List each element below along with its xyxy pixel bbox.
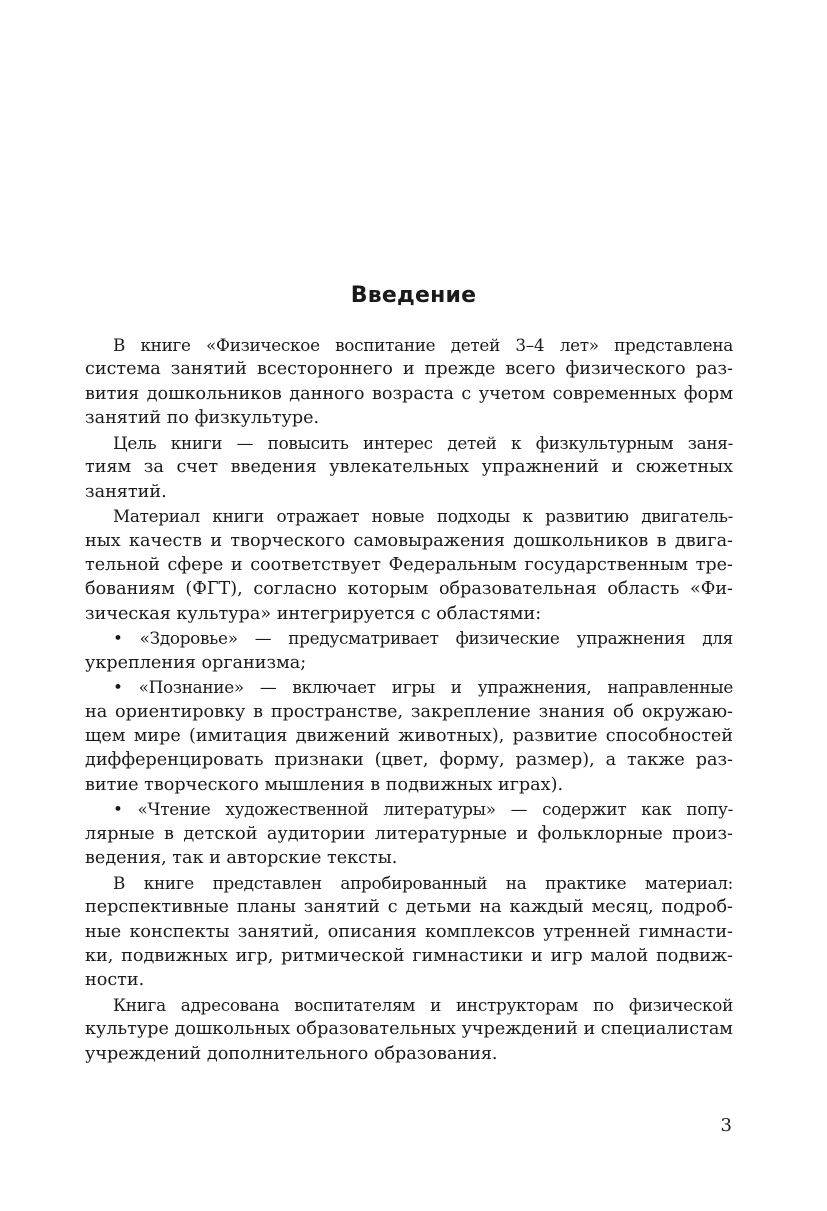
text-line: дифференцировать признаки (цвет, форму, размер), а также раз-	[85, 750, 733, 771]
text-line: тиям за счет введения увлекательных упражнений и сюжетных	[85, 457, 733, 478]
text-line: лярные в детской аудитории литературные и фольклорные произ-	[85, 823, 733, 844]
text-line: ные конспекты занятий, описания комплексов утренней гимнасти-	[85, 921, 733, 942]
page-number: 3	[720, 1115, 732, 1136]
text-line: бованиям (ФГТ), согласно которым образовательная область «Фи-	[85, 579, 733, 600]
text-line: зическая культура» интегрируется с областями:	[85, 603, 542, 624]
text-line: занятий по физкультуре.	[85, 408, 320, 429]
text-line: В книге «Физическое воспитание детей 3–4 лет» представлена	[113, 335, 733, 355]
text-line: В книге представлен апробированный на практике материал:	[113, 872, 733, 893]
text-line: Книга адресована воспитателям и инструкторам по физической	[113, 994, 733, 1015]
text-line: система занятий всестороннего и прежде всего физического раз-	[85, 359, 733, 380]
text-line: ности.	[85, 970, 145, 991]
text-line: перспективные планы занятий с детьми на каждый месяц, подроб-	[85, 897, 733, 918]
text-line: щем мире (имитация движений животных), развитие способностей	[85, 726, 733, 746]
text-line: культуре дошкольных образовательных учреждений и специалистам	[85, 1019, 733, 1040]
page-title: Введение	[350, 283, 477, 308]
text-line: • «Чтение художественной литературы» — содержит как попу-	[113, 799, 733, 820]
text-line: занятий.	[85, 481, 167, 502]
text-line: • «Здоровье» — предусматривает физические упражнения для	[113, 628, 733, 649]
text-line: ки, подвижных игр, ритмической гимнастики и игр малой подвиж-	[85, 945, 733, 966]
text-line: вития дошкольников данного возраста с учетом современных форм	[85, 383, 733, 404]
text-line: Материал книги отражает новые подходы к развитию двигатель-	[113, 506, 733, 527]
text-line: Цель книги — повысить интерес детей к физкультурным заня-	[113, 432, 733, 453]
text-line: • «Познание» — включает игры и упражнения, направленные	[113, 677, 733, 698]
text-line: укрепления организма;	[85, 652, 307, 673]
text-line: учреждений дополнительного образования.	[85, 1043, 498, 1064]
text-line: витие творческого мышления в подвижных играх).	[85, 774, 564, 795]
text-line: ных качеств и творческого самовыражения дошкольников в двига-	[85, 530, 733, 551]
body-text	[85, 333, 733, 1066]
text-line: на ориентировку в пространстве, закрепление знания об окружаю-	[85, 701, 733, 722]
text-line: тельной сфере и соответствует Федеральным государственным тре-	[85, 554, 733, 575]
text-line: ведения, так и авторские тексты.	[85, 848, 398, 869]
